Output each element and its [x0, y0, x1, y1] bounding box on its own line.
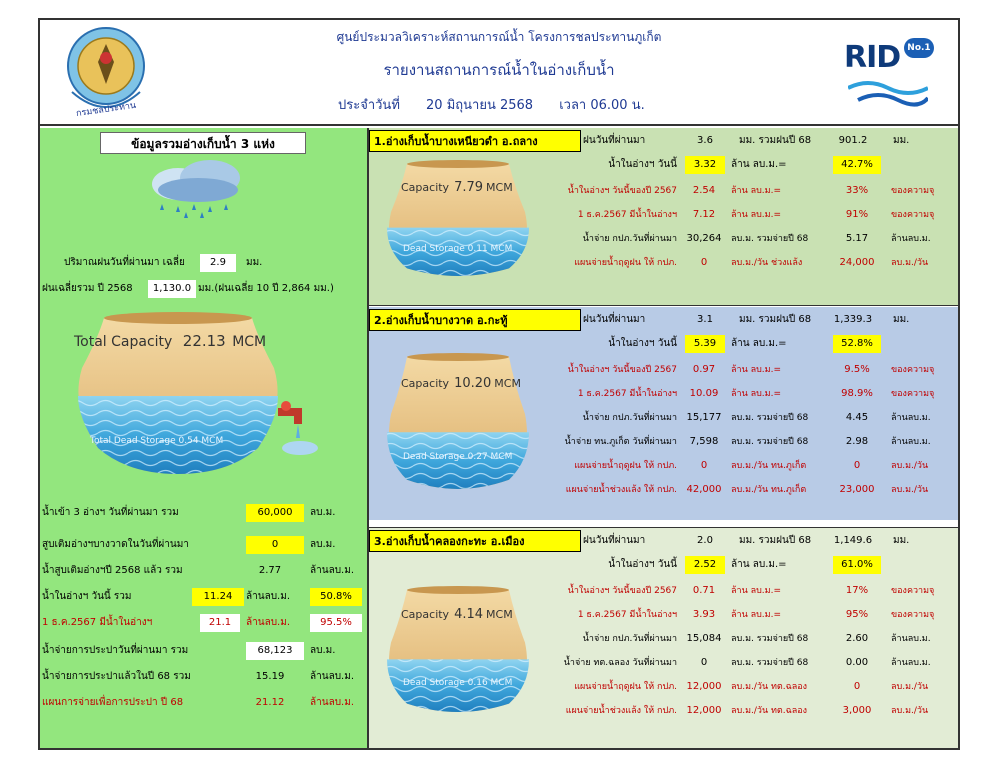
- summary-row-unit: ลบ.ม.: [310, 645, 336, 656]
- reservoir-row-value: 3.93: [692, 609, 716, 620]
- summary-row-value: 21.1: [200, 614, 240, 632]
- rain-year-value: 1,130.0: [148, 280, 196, 298]
- reservoir-row-value: 12,000: [686, 705, 722, 716]
- reservoir-row-unit2: ของความจุ: [891, 365, 935, 375]
- report-time: เวลา 06.00 น.: [559, 98, 645, 113]
- summary-row-value: 11.24: [192, 588, 244, 606]
- report-frame: [38, 18, 960, 750]
- reservoir-row-label: น้ำในอ่างฯ วันนี้ของปี 2567: [567, 186, 677, 196]
- rain-year-label: มม. รวมฝนปี 68: [739, 535, 812, 546]
- rain-year-label: มม. รวมฝนปี 68: [739, 314, 812, 325]
- summary-row-label: น้ำเข้า 3 อ่างฯ วันที่ผ่านมา รวม: [42, 507, 179, 518]
- reservoir-row-unit: ลบ.ม. รวมจ่ายปี 68: [731, 634, 809, 644]
- summary-row-value: 15.19: [255, 671, 285, 682]
- capacity-value: 7.79: [454, 179, 484, 195]
- reservoir-row-unit: ลบ.ม./วัน ช่วงแล้ง: [731, 258, 803, 268]
- rain-unit: มม.: [893, 135, 910, 146]
- reservoir-row-value2: 4.45: [845, 412, 869, 423]
- capacity-unit: MCM: [486, 608, 513, 622]
- reservoir-row-label: น้ำในอ่างฯ วันนี้ของปี 2567: [567, 586, 677, 596]
- today-percent: 42.7%: [833, 156, 881, 174]
- reservoir-row-unit2: ล้านลบ.ม.: [891, 234, 931, 244]
- reservoir-row-label: แผนจ่ายน้ำฤดูฝน ให้ กปภ.: [574, 461, 677, 471]
- summary-row-label: น้ำในอ่างฯ วันนี้ รวม: [42, 591, 132, 602]
- rain-unit: มม.: [893, 314, 910, 325]
- reservoir-row-unit2: ลบ.ม./วัน: [891, 706, 929, 716]
- reservoir-row-unit2: ลบ.ม./วัน: [891, 485, 929, 495]
- capacity-value: 4.14: [454, 607, 484, 623]
- today-value: 2.52: [685, 556, 725, 574]
- summary-row-unit: ลบ.ม.: [310, 507, 336, 518]
- summary-row-unit: ล้านลบ.ม.: [310, 697, 355, 708]
- rain-unit: มม.: [893, 535, 910, 546]
- rain-year-value: 1,149.6: [833, 535, 873, 546]
- today-unit: ล้าน ลบ.ม.=: [731, 559, 787, 570]
- center-name: ศูนย์ประมวลวิเคราะห์สถานการณ์น้ำ โครงการชลประทานภูเก็ต: [336, 30, 662, 44]
- summary-row-unit: ล้านลบ.ม.: [310, 565, 355, 576]
- rain-avg-value: 2.9: [200, 254, 236, 272]
- reservoir-row-value2: 24,000: [839, 257, 875, 268]
- reservoir-row-unit2: ของความจุ: [891, 389, 935, 399]
- reservoir-row-value: 2.54: [692, 185, 716, 196]
- reservoir-row-value2: 91%: [845, 209, 869, 220]
- department-logo-text: กรมชลประทาน: [75, 100, 137, 120]
- reservoir-title: 2.อ่างเก็บน้ำบางวาด อ.กะทู้: [369, 309, 581, 331]
- today-unit: ล้าน ลบ.ม.=: [731, 159, 787, 170]
- capacity-label: Capacity: [401, 180, 450, 194]
- summary-row-label: สูบเติมอ่างฯบางวาดในวันที่ผ่านมา: [42, 539, 189, 550]
- reservoir-row-value2: 2.98: [845, 436, 869, 447]
- summary-row-label: น้ำสูบเติมอ่างฯปี 2568 แล้ว รวม: [42, 565, 183, 576]
- reservoir-row-unit2: ของความจุ: [891, 610, 935, 620]
- reservoir-row-value2: 3,000: [842, 705, 872, 716]
- reservoir-row-value: 30,264: [686, 233, 722, 244]
- capacity-unit: MCM: [486, 180, 513, 194]
- rain-value: 2.0: [697, 535, 713, 546]
- reservoir-row-unit2: ล้านลบ.ม.: [891, 658, 931, 668]
- reservoir-row-value: 12,000: [686, 681, 722, 692]
- reservoir-row-value: 0.97: [692, 364, 716, 375]
- reservoir-row-unit2: ลบ.ม./วัน: [891, 461, 929, 471]
- rain-year-note: มม.(ฝนเฉลี่ย 10 ปี 2,864 มม.): [198, 283, 334, 294]
- reservoir-row-label: แผนจ่ายน้ำฤดูฝน ให้ กปภ.: [574, 258, 677, 268]
- reservoir-row-label: แผนจ่ายน้ำช่วงแล้ง ให้ กปภ.: [565, 485, 677, 495]
- dead-storage: Dead Storage 0.27 MCM: [403, 451, 513, 462]
- reservoir-row-unit: ลบ.ม./วัน ทน.ภูเก็ต: [731, 461, 807, 471]
- rain-year-value: 901.2: [838, 135, 868, 146]
- rain-label: ฝนวันที่ผ่านมา: [583, 135, 646, 146]
- dead-storage: Dead Storage 0.11 MCM: [403, 244, 513, 255]
- reservoir-row-unit2: ล้านลบ.ม.: [891, 413, 931, 423]
- rid-logo-badge: No.1: [904, 38, 934, 58]
- reservoir-row-unit: ล้าน ลบ.ม.=: [731, 610, 782, 620]
- reservoir-row-value: 0: [700, 460, 708, 471]
- rain-avg-unit: มม.: [246, 257, 263, 268]
- summary-row-unit: ล้านลบ.ม.: [246, 591, 291, 602]
- reservoir-row-value2: 95%: [845, 609, 869, 620]
- reservoir-row-value: 0: [700, 257, 708, 268]
- summary-row-unit: ลบ.ม.: [310, 539, 336, 550]
- summary-row-percent: 95.5%: [310, 614, 362, 632]
- reservoir-row-value2: 2.60: [845, 633, 869, 644]
- reservoir-row-unit: ลบ.ม./วัน ทน.ภูเก็ต: [731, 485, 807, 495]
- today-label: น้ำในอ่างฯ วันนี้: [608, 159, 677, 170]
- report-title: รายงานสถานการณ์น้ำในอ่างเก็บน้ำ: [383, 61, 615, 79]
- reservoir-row-label: 1 ธ.ค.2567 มีน้ำในอ่างฯ: [577, 610, 677, 620]
- reservoir-row-label: น้ำจ่าย ทต.ฉลอง วันที่ผ่านมา: [563, 658, 677, 668]
- rain-label: ฝนวันที่ผ่านมา: [583, 535, 646, 546]
- capacity-label: Capacity: [401, 377, 450, 391]
- rain-avg-label: ปริมาณฝนวันที่ผ่านมา เฉลี่ย: [64, 257, 185, 268]
- reservoir-row-value2: 17%: [845, 585, 869, 596]
- reservoir-row-label: แผนจ่ายน้ำช่วงแล้ง ให้ กปภ.: [565, 706, 677, 716]
- summary-row-label: แผนการจ่ายเพื่อการประปา ปี 68: [42, 697, 184, 708]
- reservoir-row-label: น้ำจ่าย ทน.ภูเก็ต วันที่ผ่านมา: [564, 437, 677, 447]
- summary-row-value: 68,123: [246, 642, 304, 660]
- reservoir-row-label: น้ำในอ่างฯ วันนี้ของปี 2567: [567, 365, 677, 375]
- summary-row-label: น้ำจ่ายการประปาแล้วในปี 68 รวม: [42, 671, 191, 682]
- rain-year-label: มม. รวมฝนปี 68: [739, 135, 812, 146]
- reservoir-row-unit2: ล้านลบ.ม.: [891, 437, 931, 447]
- reservoir-row-unit: ลบ.ม. รวมจ่ายปี 68: [731, 658, 809, 668]
- today-unit: ล้าน ลบ.ม.=: [731, 338, 787, 349]
- rain-value: 3.6: [697, 135, 713, 146]
- today-percent: 52.8%: [833, 335, 881, 353]
- reservoir-row-value2: 0.00: [845, 657, 869, 668]
- rain-label: ฝนวันที่ผ่านมา: [583, 314, 646, 325]
- reservoir-row-unit2: ล้านลบ.ม.: [891, 634, 931, 644]
- summary-row-value: 0: [246, 536, 304, 554]
- reservoir-row-unit: ลบ.ม./วัน ทต.ฉลอง: [731, 706, 808, 716]
- reservoir-title: 1.อ่างเก็บน้ำบางเหนียวดำ อ.ถลาง: [369, 130, 581, 152]
- today-label: น้ำในอ่างฯ วันนี้: [608, 559, 677, 570]
- reservoir-row-label: 1 ธ.ค.2567 มีน้ำในอ่างฯ: [577, 210, 677, 220]
- reservoir-row-unit2: ของความจุ: [891, 186, 935, 196]
- capacity-label: Capacity: [401, 608, 450, 622]
- dead-storage: Dead Storage 0.16 MCM: [403, 677, 513, 688]
- reservoir-row-value2: 0: [853, 681, 861, 692]
- reservoir-title: 3.อ่างเก็บน้ำคลองกะทะ อ.เมือง: [369, 530, 581, 552]
- reservoir-row-unit: ลบ.ม. รวมจ่ายปี 68: [731, 437, 809, 447]
- date-label: ประจำวันที่: [338, 98, 400, 113]
- summary-row-unit: ล้านลบ.ม.: [246, 617, 291, 628]
- reservoir-row-value2: 9.5%: [844, 364, 870, 375]
- total-capacity-unit: MCM: [232, 334, 267, 350]
- reservoir-row-unit: ล้าน ลบ.ม.=: [731, 186, 782, 196]
- reservoir-row-label: 1 ธ.ค.2567 มีน้ำในอ่างฯ: [577, 389, 677, 399]
- reservoir-row-value2: 5.17: [845, 233, 869, 244]
- reservoir-row-unit: ล้าน ลบ.ม.=: [731, 365, 782, 375]
- today-percent: 61.0%: [833, 556, 881, 574]
- rid-logo-text: RID: [844, 40, 901, 75]
- reservoir-row-unit: ล้าน ลบ.ม.=: [731, 389, 782, 399]
- reservoir-row-label: น้ำจ่าย กปภ.วันที่ผ่านมา: [582, 234, 677, 244]
- reservoir-row-value: 0.71: [692, 585, 716, 596]
- reservoir-row-label: น้ำจ่าย กปภ.วันที่ผ่านมา: [582, 413, 677, 423]
- reservoir-row-value: 42,000: [686, 484, 722, 495]
- capacity-value: 10.20: [454, 376, 492, 392]
- reservoir-row-value: 0: [700, 657, 708, 668]
- summary-row-label: น้ำจ่ายการประปาวันที่ผ่านมา รวม: [42, 645, 189, 656]
- summary-row-percent: 50.8%: [310, 588, 362, 606]
- rain-year-label: ฝนเฉลี่ยรวม ปี 2568: [42, 283, 133, 294]
- reservoir-row-value: 7.12: [692, 209, 716, 220]
- summary-row-value: 21.12: [255, 697, 285, 708]
- summary-row-label: 1 ธ.ค.2567 มีน้ำในอ่างฯ: [42, 617, 153, 628]
- reservoir-row-value: 10.09: [689, 388, 719, 399]
- reservoir-row-unit2: ของความจุ: [891, 586, 935, 596]
- reservoir-row-value2: 98.9%: [841, 388, 873, 399]
- rain-value: 3.1: [697, 314, 713, 325]
- reservoir-row-unit: ล้าน ลบ.ม.=: [731, 210, 782, 220]
- reservoir-row-unit: ลบ.ม./วัน ทต.ฉลอง: [731, 682, 808, 692]
- summary-title: ข้อมูลรวมอ่างเก็บน้ำ 3 แห่ง: [100, 132, 306, 154]
- today-value: 3.32: [685, 156, 725, 174]
- summary-row-value: 2.77: [258, 565, 282, 576]
- reservoir-row-label: แผนจ่ายน้ำฤดูฝน ให้ กปภ.: [574, 682, 677, 692]
- total-dead-storage: Total Dead Storage 0.54 MCM: [90, 436, 224, 446]
- reservoir-row-unit2: ของความจุ: [891, 210, 935, 220]
- reservoir-row-unit: ลบ.ม. รวมจ่ายปี 68: [731, 413, 809, 423]
- reservoir-row-value: 7,598: [689, 436, 719, 447]
- reservoir-row-unit: ล้าน ลบ.ม.=: [731, 586, 782, 596]
- reservoir-row-unit2: ลบ.ม./วัน: [891, 258, 929, 268]
- today-value: 5.39: [685, 335, 725, 353]
- reservoir-row-value2: 33%: [845, 185, 869, 196]
- capacity-unit: MCM: [494, 377, 521, 391]
- rain-year-value: 1,339.3: [833, 314, 873, 325]
- reservoir-row-unit2: ลบ.ม./วัน: [891, 682, 929, 692]
- reservoir-row-value2: 23,000: [839, 484, 875, 495]
- reservoir-row-value2: 0: [853, 460, 861, 471]
- summary-row-value: 60,000: [246, 504, 304, 522]
- summary-row-unit: ล้านลบ.ม.: [310, 671, 355, 682]
- today-label: น้ำในอ่างฯ วันนี้: [608, 338, 677, 349]
- reservoir-row-value: 15,177: [686, 412, 722, 423]
- total-capacity-value: 22.13: [182, 332, 226, 350]
- reservoir-row-unit: ลบ.ม. รวมจ่ายปี 68: [731, 234, 809, 244]
- reservoir-row-value: 15,084: [686, 633, 722, 644]
- report-date: 20 มิถุนายน 2568: [426, 98, 534, 113]
- reservoir-row-label: น้ำจ่าย กปภ.วันที่ผ่านมา: [582, 634, 677, 644]
- total-capacity-text: Total Capacity: [74, 334, 173, 350]
